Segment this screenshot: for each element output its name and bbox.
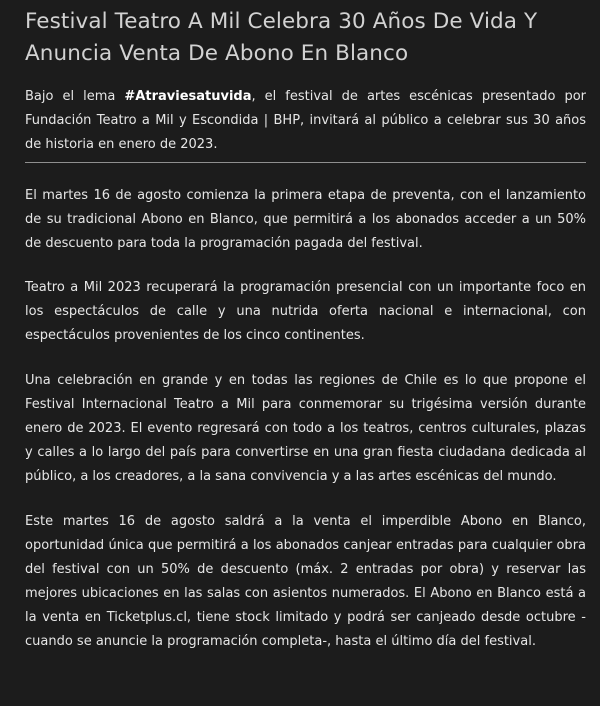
- paragraph-abono: Este martes 16 de agosto saldrá a la venta el imperdible Abono en Blanco, oportunidad única que permitirá a los abonados canjear entradas para cualquier obra del festival con un 50% de descuento (máx. 2 entradas por obra) y reservar las mejores ubicaciones en las salas con asientos numerados. El Abono en Blanco está a la venta en Ticketplus.cl, tiene stock limitado y podrá ser canjeado desde octubre -cuando se anuncie la programación completa-, hasta el último día del festival.: [25, 514, 586, 649]
- lead-suffix: , el festival de artes escénicas presentado por Fundación Teatro a Mil y Escondida | BHP, invitará al público a celebrar sus 30 años de historia en enero de 2023.: [25, 89, 587, 152]
- hashtag-link[interactable]: #Atraviesatuvida: [124, 89, 252, 104]
- article-lead: [25, 85, 586, 163]
- article-title: Festival Teatro A Mil Celebra 30 Años De Vida Y Anuncia Venta De Abono En Blanco: [25, 9, 538, 66]
- lead-prefix: Bajo el lema: [25, 89, 125, 104]
- paragraph-preventa: El martes 16 de agosto comienza la primera etapa de preventa, con el lanzamiento de su tradicional Abono en Blanco, que permitirá a los abonados acceder a un 50% de descuento para toda la programación pagada del festival.: [25, 188, 586, 251]
- paragraph-programacion: Teatro a Mil 2023 recuperará la programación presencial con un importante foco en los espectáculos de calle y una nutrida oferta nacional e internacional, con espectáculos provenientes de los cinco continentes.: [25, 280, 586, 343]
- paragraph-celebracion: Una celebración en grande y en todas las regiones de Chile es lo que propone el Festival Internacional Teatro a Mil para conmemorar su trigésima versión durante enero de 2023. El evento regresará con todo a los teatros, centros culturales, plazas y calles a lo largo del país para convertirse en una gran fiesta ciudadana dedicada al público, a los creadores, a la sana convivencia y a las artes escénicas del mundo.: [25, 373, 586, 484]
